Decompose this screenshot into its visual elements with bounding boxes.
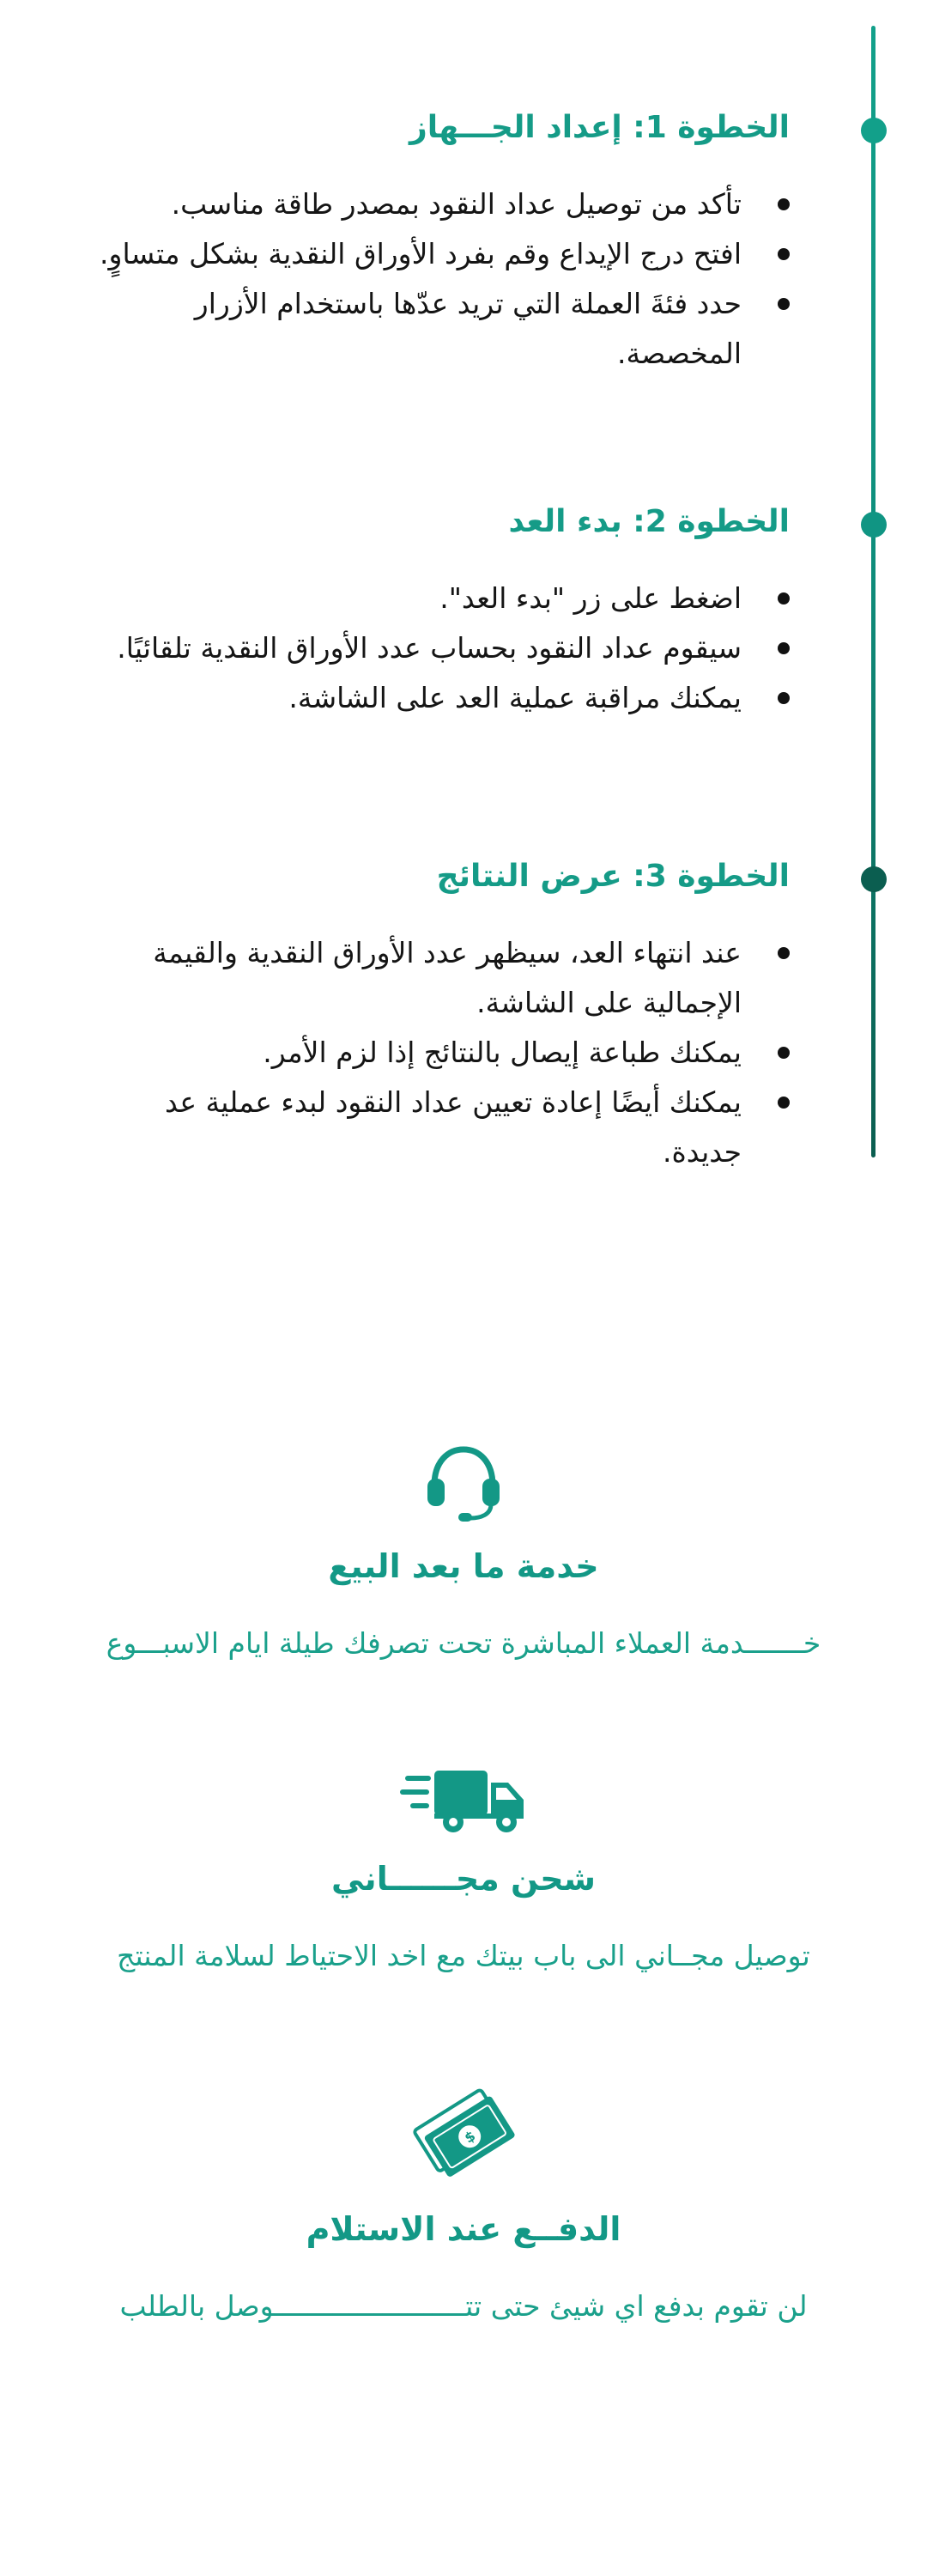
- feature-title: شحن مجــــــاني: [330, 1860, 596, 1898]
- list-item-text: حدد فئةَ العملة التي تريد عدّها باستخدام الأزرار المخصصة.: [194, 286, 742, 370]
- step-1: [86, 108, 790, 379]
- step-title: الخطوة 3: عرض النتائج: [436, 859, 790, 894]
- svg-text:$: $: [461, 2127, 479, 2147]
- timeline-line: [871, 26, 876, 1157]
- feature-description: لن تقوم بدفع اي شيئ حتى تتـــــــــــــــــــــــوصل بالطلب: [119, 2289, 808, 2324]
- step-title: الخطوة 1: إعداد الجـــهاز: [409, 110, 790, 145]
- bullet-icon: [778, 198, 790, 210]
- delivery-truck-icon: [400, 1767, 527, 1836]
- list-item: [86, 623, 790, 673]
- list-item: [86, 1078, 790, 1177]
- step-list: [86, 928, 790, 1177]
- feature-title: خدمة ما بعد البيع: [328, 1547, 599, 1585]
- list-item-text: يمكنك مراقبة عملية العد على الشاشة.: [288, 680, 742, 714]
- step-list: [86, 179, 790, 379]
- list-item-text: افتح درج الإيداع وقم بفرد الأوراق النقدية بشكل متساوٍ.: [100, 236, 742, 270]
- feature-description: توصيل مجــاني الى باب بيتك مع اخد الاحتياط لسلامة المنتج: [117, 1939, 810, 1973]
- list-item: [86, 673, 790, 723]
- timeline-dot-step-1: [861, 118, 887, 143]
- list-item-text: عند انتهاء العد، سيظهر عدد الأوراق النقدية والقيمة الإجمالية على الشاشة.: [153, 935, 742, 1019]
- list-item: [86, 928, 790, 1028]
- list-item: [86, 574, 790, 623]
- list-item-text: يمكنك أيضًا إعادة تعيين عداد النقود لبدء عملية عد جديدة.: [165, 1084, 742, 1169]
- timeline-dot-step-3: [861, 866, 887, 892]
- bullet-icon: [778, 1047, 790, 1059]
- list-item-text: اضغط على زر "بدء العد".: [439, 580, 742, 615]
- list-item: [86, 279, 790, 379]
- list-item-text: تأكد من توصيل عداد النقود بمصدر طاقة مناسب.: [171, 186, 742, 221]
- list-item-text: سيقوم عداد النقود بحساب عدد الأوراق النقدية تلقائيًا.: [117, 630, 742, 665]
- list-item: [86, 179, 790, 229]
- bullet-icon: [778, 298, 790, 310]
- step-list: [86, 574, 790, 723]
- step-title: الخطوة 2: بدء العد: [508, 504, 790, 539]
- step-2: [86, 502, 790, 723]
- feature-title: الدفــع عند الاستلام: [306, 2210, 621, 2248]
- list-item: [86, 1028, 790, 1078]
- timeline-dot-step-2: [861, 512, 887, 538]
- feature-description: خـــــــدمة العملاء المباشرة تحت تصرفك طيلة ايام الاسبـــوع: [106, 1626, 821, 1661]
- bullet-icon: [778, 248, 790, 260]
- setup-steps-timeline: [0, 0, 927, 1202]
- feature-cash-on-delivery: [0, 2087, 927, 2325]
- headset-icon: [422, 1441, 505, 1523]
- step-3: [86, 857, 790, 1177]
- bullet-icon: [778, 1097, 790, 1109]
- bullet-icon: [778, 947, 790, 959]
- feature-after-sales: [0, 1441, 927, 1662]
- list-item-text: يمكنك طباعة إيصال بالنتائج إذا لزم الأمر.: [263, 1035, 742, 1069]
- list-item: [86, 229, 790, 279]
- bullet-icon: [778, 692, 790, 704]
- cash-icon: [412, 2087, 515, 2186]
- feature-free-shipping: [0, 1767, 927, 1975]
- bullet-icon: [778, 592, 790, 605]
- bullet-icon: [778, 642, 790, 654]
